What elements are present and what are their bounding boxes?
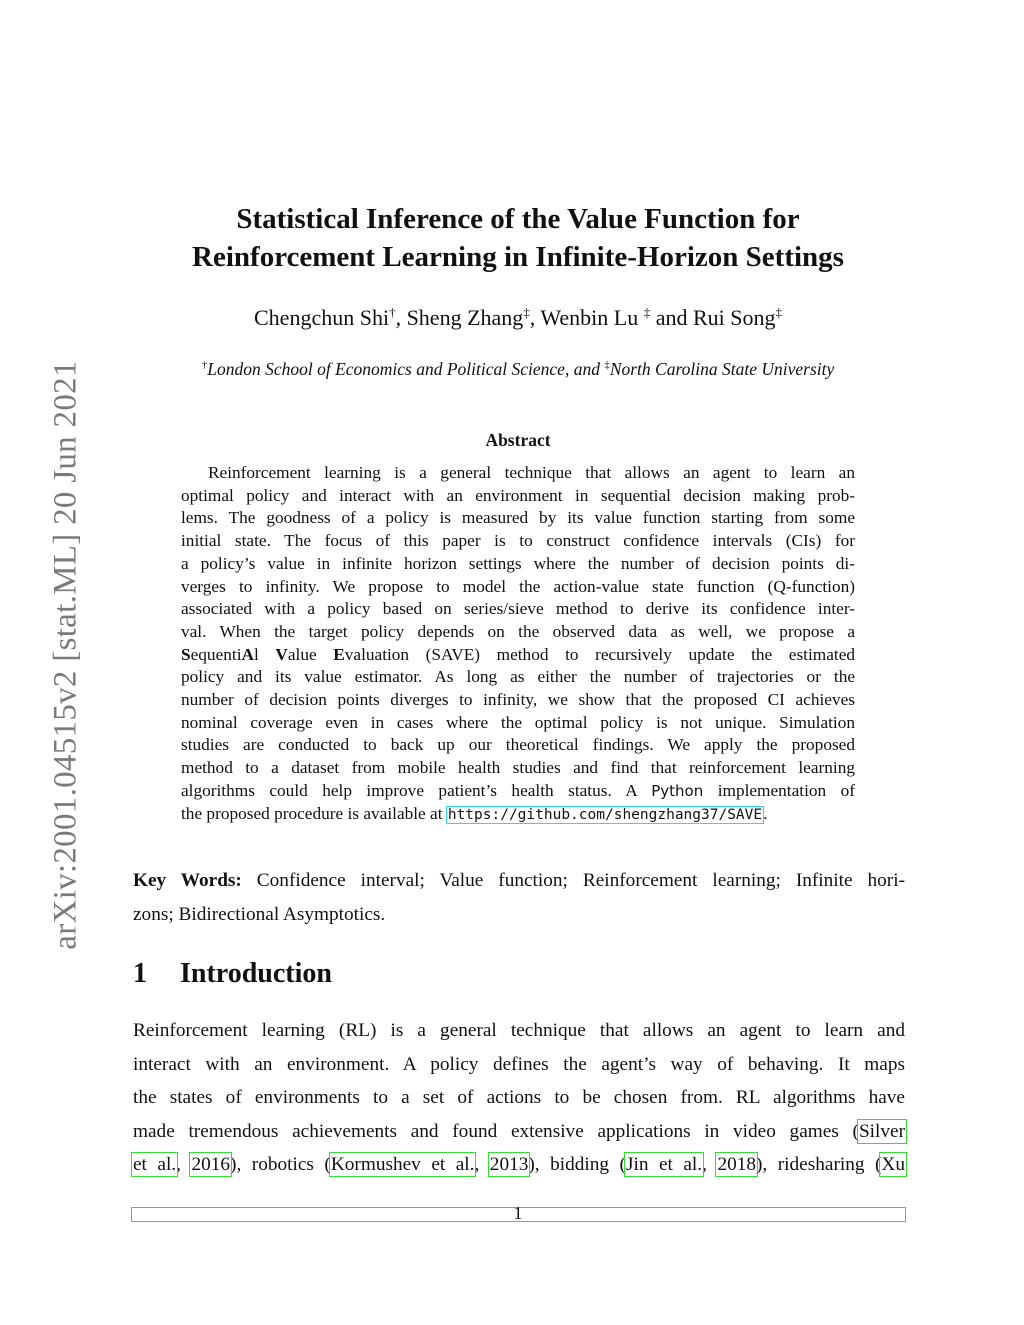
- save-text: l: [253, 644, 276, 664]
- intro-paragraph: [133, 1014, 905, 1182]
- github-link[interactable]: https://github.com/shengzhang37/SAVE: [447, 806, 763, 823]
- abstract-body: [181, 462, 855, 826]
- save-acronym-letter: V: [275, 644, 288, 664]
- python-code-word: Python: [651, 781, 704, 800]
- abstract-line: studies are conducted to back up our theoretical findings. We apply the proposed: [181, 735, 855, 755]
- author-mark: ‡: [523, 304, 530, 320]
- title-line-2: Reinforcement Learning in Infinite-Horizon Settings: [192, 241, 844, 273]
- abstract-line: optimal policy and interact with an environment in sequential decision making prob-: [181, 485, 855, 505]
- python-line-pre: algorithms could help improve patient’s health status. A: [181, 780, 652, 800]
- abstract-line: Reinforcement learning is a general technique that allows an agent to learn an: [208, 463, 855, 482]
- intro-text: ,: [702, 1154, 718, 1175]
- intro-line: [133, 1115, 905, 1149]
- save-acronym-letter: S: [181, 644, 191, 664]
- intro-line: Reinforcement learning (RL) is a general technique that allows an agent to learn and: [133, 1020, 905, 1041]
- keywords-line-1: [133, 864, 905, 898]
- keywords-line-2: zons; Bidirectional Asymptotics.: [133, 903, 386, 925]
- abstract-line-python: [181, 780, 855, 803]
- intro-line: [133, 1148, 905, 1182]
- keywords-text: Confidence interval; Value function; Reinforcement learning; Infinite hori-: [241, 870, 905, 891]
- abstract-line: policy and its value estimator. As long as either the number of trajectories or the: [181, 667, 855, 687]
- abstract-line: verges to infinity. We propose to model the action-value state function (Q-function): [181, 576, 855, 596]
- url-line-post: .: [763, 803, 768, 823]
- citation-year-link[interactable]: 2016: [191, 1154, 231, 1175]
- author-mark: ‡: [643, 304, 651, 320]
- save-text: alue: [287, 644, 334, 664]
- author-separator: ,: [529, 305, 541, 330]
- section-title: Introduction: [180, 958, 332, 989]
- intro-line: interact with an environment. A policy defines the agent’s way of behaving. It maps: [133, 1053, 905, 1075]
- citation-link[interactable]: Kormushev et al.: [330, 1154, 475, 1175]
- abstract-heading: Abstract: [485, 430, 551, 450]
- keywords: [133, 864, 905, 931]
- affiliation-text: London School of Economics and Political Science, and: [207, 359, 605, 379]
- author-name: Chengchun Shi: [254, 305, 390, 330]
- affiliation-mark: †: [201, 359, 208, 372]
- abstract-line-url: [181, 803, 855, 827]
- url-line-pre: the proposed procedure is available at: [181, 803, 447, 823]
- save-text: valuation (SAVE) method to recursively update the estimated: [344, 644, 856, 664]
- abstract-line: associated with a policy based on series/sieve method to derive its confidence inter-: [181, 599, 855, 619]
- citation-year-link[interactable]: 2013: [489, 1154, 529, 1175]
- abstract-line: initial state. The focus of this paper is to construct confidence intervals (CIs) for: [181, 531, 855, 551]
- save-acronym-letter: A: [241, 644, 254, 664]
- author-separator: ,: [395, 305, 407, 330]
- intro-text: ), ridesharing (: [756, 1154, 882, 1175]
- save-text: equenti: [190, 644, 242, 664]
- abstract-line: nominal coverage even in cases where the optimal policy is not unique. Simulation: [181, 712, 855, 732]
- section-number: 1: [133, 958, 147, 989]
- intro-text: ), bidding (: [528, 1154, 626, 1175]
- intro-text: ), robotics (: [230, 1154, 331, 1175]
- abstract-line: val. When the target policy depends on the observed data as well, we propose a: [181, 621, 855, 641]
- intro-text: ,: [474, 1154, 490, 1175]
- abstract-line: a policy’s value in infinite horizon settings where the number of decision points di-: [181, 553, 855, 573]
- citation-link[interactable]: et al.: [133, 1154, 177, 1175]
- page-number: 1: [513, 1203, 523, 1223]
- intro-text: ,: [176, 1154, 192, 1175]
- citation-link[interactable]: Jin et al.: [625, 1154, 703, 1175]
- intro-line: the states of environments to a set of actions to be chosen from. RL algorithms have: [133, 1087, 905, 1108]
- arxiv-identifier-stamp: arXiv:2001.04515v2 [stat.ML] 20 Jun 2021: [47, 360, 84, 950]
- intro-text: made tremendous achievements and found extensive applications in video games (: [133, 1120, 859, 1142]
- abstract-line: number of decision points diverges to infinity, we show that the proposed CI achieves: [181, 690, 855, 710]
- citation-link[interactable]: Silver: [858, 1120, 905, 1142]
- citation-link[interactable]: Xu: [881, 1154, 905, 1175]
- abstract-line-save: [181, 644, 855, 667]
- abstract-line: method to a dataset from mobile health studies and find that reinforcement learning: [181, 758, 855, 778]
- affiliation-mark: ‡: [604, 359, 610, 372]
- paper-title: [130, 200, 906, 276]
- citation-year-link[interactable]: 2018: [717, 1154, 757, 1175]
- author-name: Sheng Zhang: [406, 305, 524, 330]
- keywords-label: Key Words:: [133, 870, 242, 891]
- author-name: Wenbin Lu: [540, 305, 644, 330]
- affiliation-text: North Carolina State University: [609, 359, 835, 379]
- affiliations: [120, 356, 916, 382]
- author-mark: †: [389, 304, 396, 320]
- section-heading: [133, 955, 332, 993]
- author-name: Rui Song: [692, 305, 776, 330]
- abstract-line: lems. The goodness of a policy is measured by its value function starting from some: [181, 508, 855, 528]
- author-mark: ‡: [775, 304, 782, 320]
- python-line-post: implementation of: [703, 780, 855, 800]
- author-list: [130, 303, 906, 333]
- title-line-1: Statistical Inference of the Value Function for: [236, 203, 800, 235]
- author-separator: and: [650, 305, 693, 330]
- save-acronym-letter: E: [333, 644, 345, 664]
